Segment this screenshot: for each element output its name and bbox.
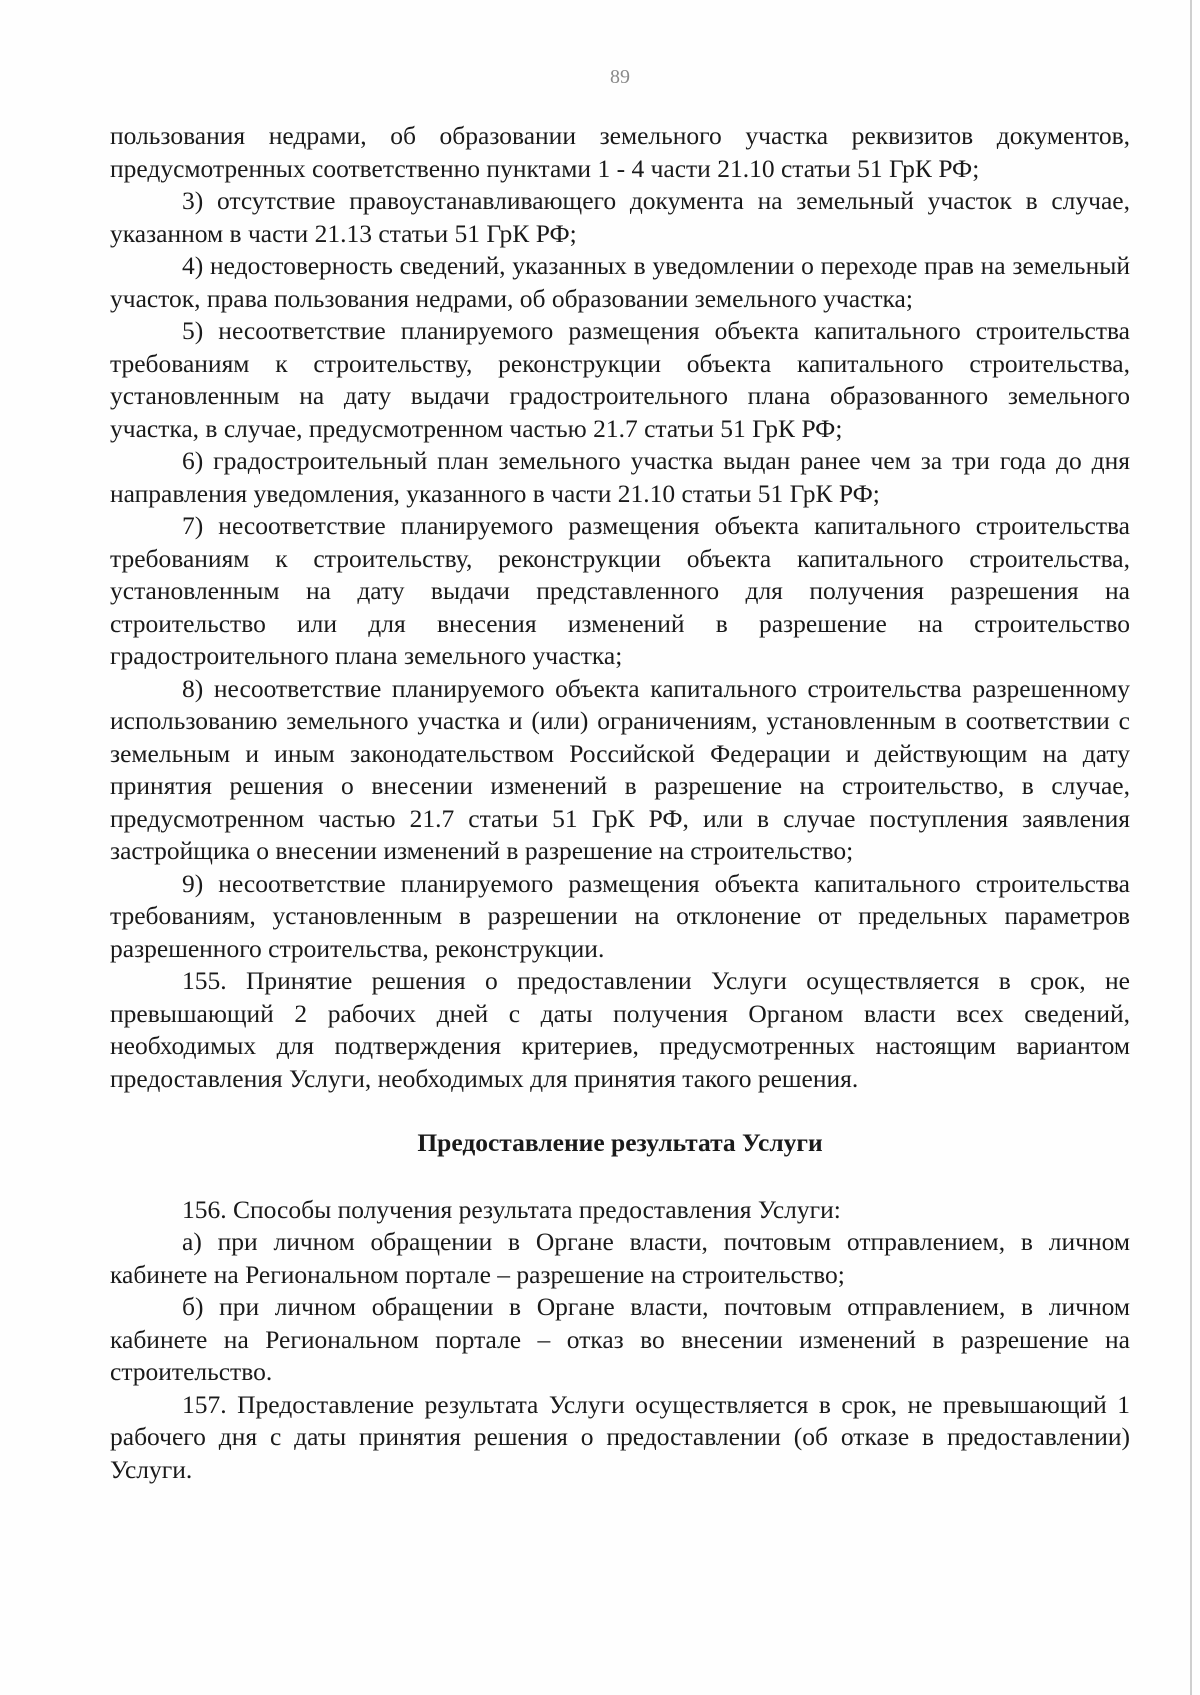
paragraph-item-8: 8) несоответствие планируемого объекта капитального строительства разрешенному использованию земельного участка и (или) ограничениям, установленным в соответствии с земельным и иным законодательством Российской Федерации и действующим на дату принятия решения о внесении изменений в разрешение на строительство, в случае, предусмотренном частью 21.7 статьи 51 ГрК РФ, или в случае поступления заявления застройщика о внесении изменений в разрешение на строительство;	[110, 673, 1130, 865]
document-body	[110, 120, 1130, 1486]
paragraph-156-a: а) при личном обращении в Органе власти, почтовым отправлением, в личном кабинете на Региональном портале – разрешение на строительство;	[110, 1227, 1130, 1289]
paragraph-item-5: 5) несоответствие планируемого размещения объекта капитального строительства требованиям к строительству, реконструкции объекта капитального строительства, установленным на дату выдачи градостроительного плана образованного земельного участка, в случае, предусмотренном частью 21.7 статьи 51 ГрК РФ;	[110, 316, 1130, 443]
paragraph-157: 157. Предоставление результата Услуги осуществляется в срок, не превышающий 1 рабочего дня с даты принятия решения о предоставлении (об отказе в предоставлении) Услуги.	[110, 1389, 1130, 1484]
section-heading: Предоставление результата Услуги	[417, 1128, 823, 1157]
paragraph-item-7: 7) несоответствие планируемого размещения объекта капитального строительства требованиям к строительству, реконструкции объекта капитального строительства, установленным на дату выдачи представленного для получения разрешения на строительство или для внесения изменений в разрешение на строительство градостроительного плана земельного участка;	[110, 511, 1130, 670]
page-edge-line	[1190, 0, 1192, 1695]
paragraph-continuation: пользования недрами, об образовании земельного участка реквизитов документов, предусмотренных соответственно пунктами 1 - 4 части 21.10 статьи 51 ГрК РФ;	[110, 121, 1130, 183]
page-number: 89	[610, 66, 630, 88]
paragraph-155: 155. Принятие решения о предоставлении Услуги осуществляется в срок, не превышающий 2 рабочих дней с даты получения Органом власти всех сведений, необходимых для подтверждения критериев, предусмотренных настоящим вариантом предоставления Услуги, необходимых для принятия такого решения.	[110, 966, 1130, 1093]
paragraph-156: 156. Способы получения результата предоставления Услуги:	[182, 1194, 841, 1224]
paragraph-156-b: б) при личном обращении в Органе власти, почтовым отправлением, в личном кабинете на Региональном портале – отказ во внесении изменений в разрешение на строительство.	[110, 1292, 1130, 1386]
paragraph-item-9: 9) несоответствие планируемого размещения объекта капитального строительства требованиям, установленным в разрешении на отклонение от предельных параметров разрешенного строительства, реконструкции.	[110, 868, 1130, 963]
paragraph-item-4: 4) недостоверность сведений, указанных в уведомлении о переходе прав на земельный участок, права пользования недрами, об образовании земельного участка;	[110, 251, 1130, 313]
paragraph-item-6: 6) градостроительный план земельного участка выдан ранее чем за три года до дня направления уведомления, указанного в части 21.10 статьи 51 ГрК РФ;	[110, 446, 1130, 508]
paragraph-item-3: 3) отсутствие правоустанавливающего документа на земельный участок в случае, указанном в части 21.13 статьи 51 ГрК РФ;	[110, 186, 1130, 248]
